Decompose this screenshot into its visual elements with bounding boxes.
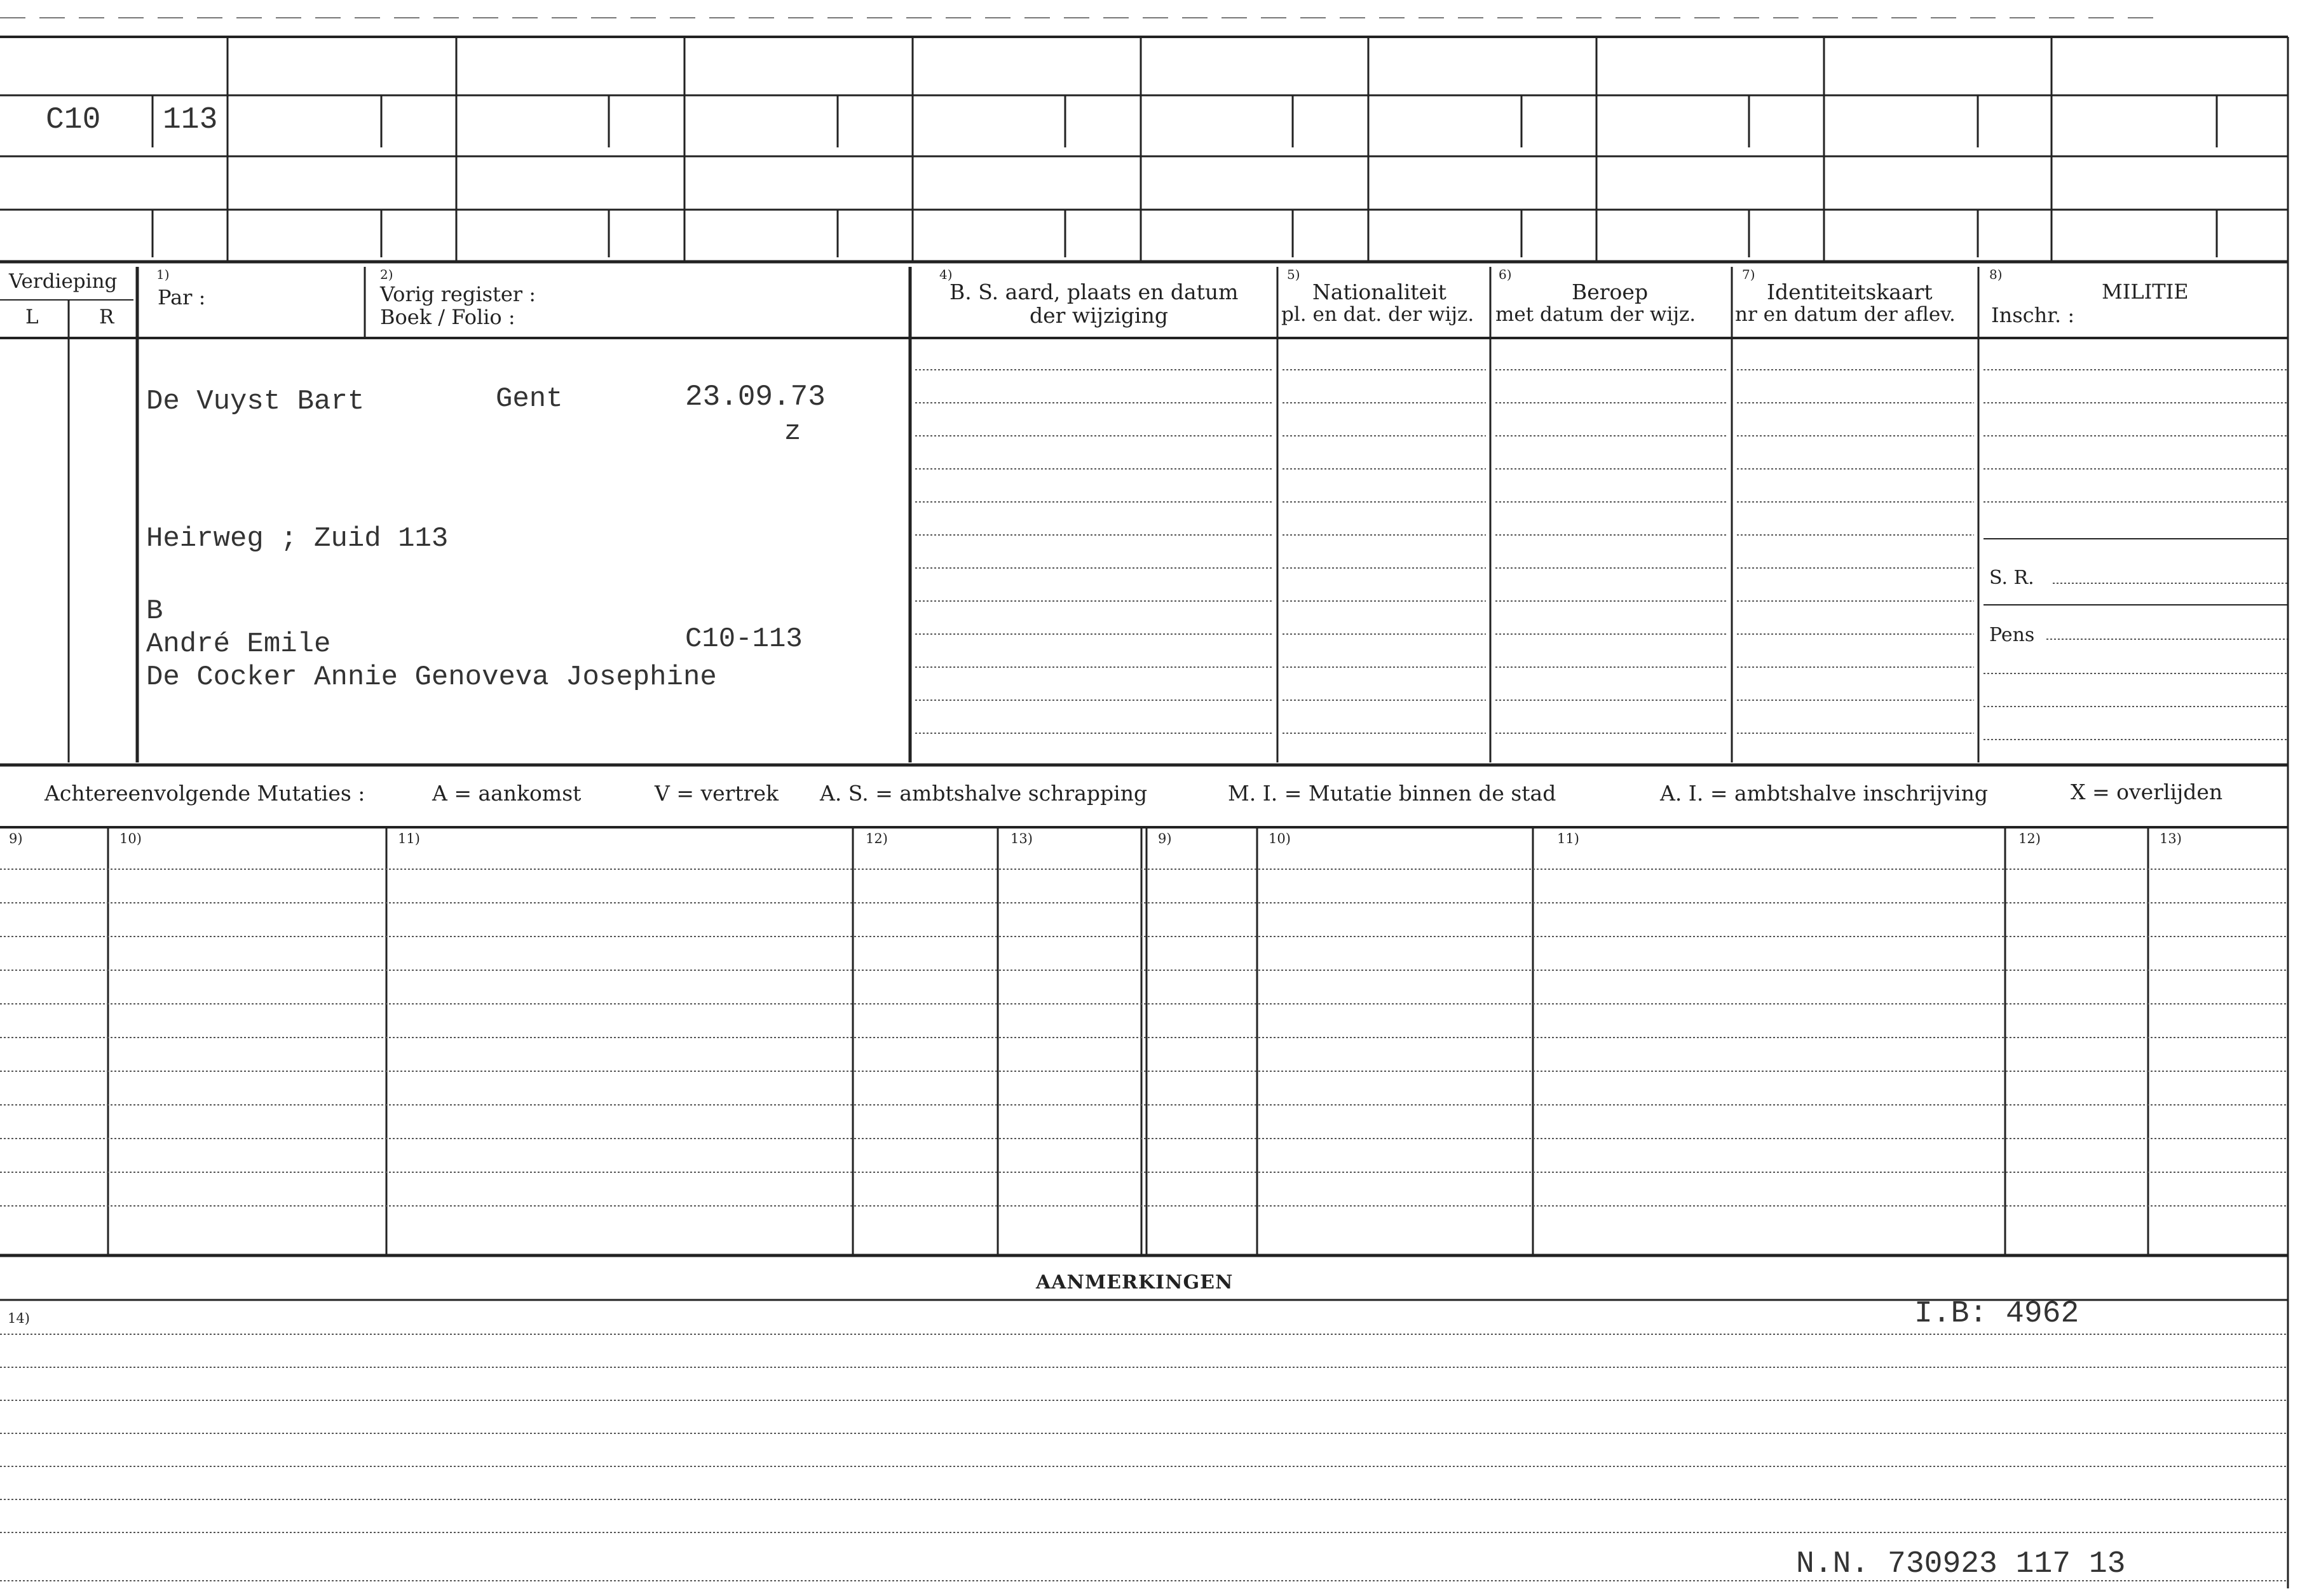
mutaties-title: Achtereenvolgende Mutaties : — [44, 781, 365, 806]
bs-label-1: B. S. aard, plaats en datum — [949, 280, 1239, 304]
reference-code: C10-113 — [685, 623, 803, 655]
col7-number: 7) — [1742, 267, 1755, 282]
legend-mutatie-binnen-stad: M. I. = Mutatie binnen de stad — [1228, 781, 1556, 806]
sr-label: S. R. — [1989, 567, 2034, 589]
boek-folio-label: Boek / Folio : — [380, 305, 515, 329]
bs-label-2: der wijziging — [1030, 303, 1168, 328]
mother-name: De Cocker Annie Genoveva Josephine — [146, 661, 717, 693]
verdieping-label: Verdieping — [9, 270, 118, 293]
r-label: R — [99, 306, 114, 328]
nationaliteit-label-1: Nationaliteit — [1312, 280, 1446, 304]
legend-overlijden: X = overlijden — [2071, 780, 2223, 804]
legend-vertrek: V = vertrek — [655, 781, 779, 806]
par-label: Par : — [158, 285, 206, 309]
house-number: 113 — [163, 103, 218, 137]
address: Heirweg ; Zuid 113 — [146, 523, 449, 555]
aanmerkingen-title: AANMERKINGEN — [1036, 1271, 1234, 1294]
beroep-label-2: met datum der wijz. — [1495, 303, 1696, 326]
mut-col-12: 12) — [866, 831, 888, 846]
mut-col-13b: 13) — [2160, 831, 2182, 846]
birthplace: Gent — [496, 383, 563, 415]
person-name: De Vuyst Bart — [146, 386, 365, 417]
nationality: B — [146, 595, 163, 627]
beroep-label-1: Beroep — [1572, 280, 1649, 304]
col2-number: 2) — [380, 267, 393, 282]
col4-number: 4) — [939, 267, 953, 282]
l-label: L — [25, 306, 39, 328]
nn-number: N.N. 730923 117 13 — [1796, 1547, 2126, 1581]
legend-aankomst: A = aankomst — [432, 781, 582, 806]
pens-label: Pens — [1989, 624, 2035, 646]
col1-number: 1) — [156, 267, 170, 282]
mut-col-13: 13) — [1011, 831, 1033, 846]
identiteitskaart-label-2: nr en datum der aflev. — [1735, 303, 1956, 326]
sex: z — [784, 416, 801, 448]
mut-col-10b: 10) — [1269, 831, 1291, 846]
vorig-register-label: Vorig register : — [380, 282, 536, 306]
col5-number: 5) — [1287, 267, 1300, 282]
legend-ambtshalve-schrapping: A. S. = ambtshalve schrapping — [820, 781, 1148, 806]
inschr-label: Inschr. : — [1991, 303, 2075, 327]
mut-col-11b: 11) — [1557, 831, 1579, 846]
wijk-code: C10 — [46, 103, 101, 137]
mut-col-10: 10) — [119, 831, 142, 846]
remarks-col-14: 14) — [8, 1311, 30, 1326]
mut-col-11: 11) — [398, 831, 420, 846]
col6-number: 6) — [1499, 267, 1512, 282]
nationaliteit-label-2: pl. en dat. der wijz. — [1281, 303, 1474, 326]
birthdate: 23.09.73 — [685, 381, 826, 414]
ib-number: I.B: 4962 — [1914, 1297, 2079, 1331]
mut-col-9: 9) — [9, 831, 23, 846]
identiteitskaart-label-1: Identiteitskaart — [1767, 280, 1933, 304]
militie-label: MILITIE — [2102, 280, 2189, 304]
mut-col-12b: 12) — [2018, 831, 2041, 846]
mut-col-9b: 9) — [1158, 831, 1172, 846]
father-name: André Emile — [146, 628, 331, 660]
col8-number: 8) — [1989, 267, 2003, 282]
legend-ambtshalve-inschrijving: A. I. = ambtshalve inschrijving — [1660, 781, 1989, 806]
